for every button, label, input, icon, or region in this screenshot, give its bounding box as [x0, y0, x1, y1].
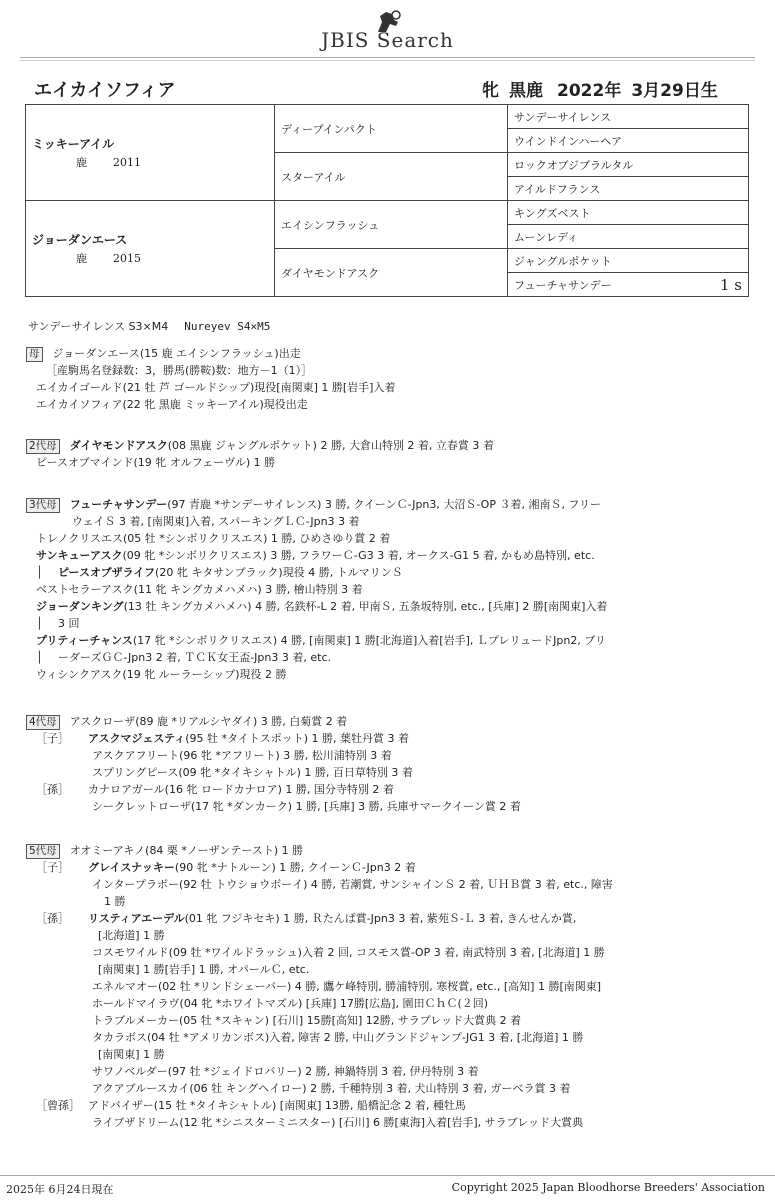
pedigree-gen3[interactable]: ロックオブジブラルタル: [508, 153, 749, 177]
produce-line: ベストセラーアスク(11 牝 キングカメハメハ) 3 勝, 檜山特別 3 着: [36, 583, 363, 596]
pedigree-gen3[interactable]: ムーンレディ: [508, 225, 749, 249]
g5-tag: 5代母: [26, 844, 60, 859]
produce-line: ホールドマイラヴ(04 牝 *ホワイトマズル) [兵庫] 17勝[広島], 園田ＣｈＣ(２回): [92, 997, 489, 1010]
produce-cont: [南関東] 1 勝[岩手] 1 勝, オパールＣ, etc.: [98, 963, 310, 976]
sire-name[interactable]: ミッキーアイル: [32, 137, 115, 151]
pedigree-gen3[interactable]: ジャングルポケット: [508, 249, 749, 273]
tree-bar: │: [36, 617, 43, 630]
produce-rest: (90 牝 *ナトルーン) 1 勝, クイーンＣ-Jpn3 2 着: [174, 861, 416, 874]
produce-cont: ーダーズＧＣ-Jpn3 2 着, ＴＣＫ女王盃-Jpn3 3 着, etc.: [58, 651, 331, 664]
produce-line: トレノクリスエス(05 牡 *シンボリクリスエス) 1 勝, ひめさゆり賞 2 着: [36, 532, 391, 545]
g5-section: [26, 842, 756, 1131]
produce-name[interactable]: アスクマジェスティ: [88, 732, 186, 745]
produce-line: タカラボス(04 牡 *アメリカンボス)入着, 障害 2 勝, 中山グランドジャンプ-JG1 3 着, [北海道] 1 勝: [92, 1031, 584, 1044]
produce-rest: (95 牡 *タイトスポット) 1 勝, 葉牡丹賞 3 着: [185, 732, 409, 745]
g2-section: [26, 437, 756, 471]
relation-label: ［子］: [36, 861, 69, 874]
pedigree-gen3[interactable]: サンデーサイレンス: [508, 105, 749, 129]
produce-name[interactable]: ジョーダンキング: [36, 600, 124, 613]
horse-birth-year: 2022年: [557, 81, 622, 101]
produce-line: ピースオブマインド(19 牝 オルフェーヴル) 1 勝: [36, 456, 276, 469]
pedigree-gen3[interactable]: アイルドフランス: [508, 177, 749, 201]
dam-year: 2015: [113, 252, 141, 265]
g4-line: アスクローザ(89 鹿 *リアルシヤダイ) 3 勝, 白菊賞 2 着: [69, 715, 348, 728]
g2-tag: 2代母: [26, 439, 60, 454]
horse-birth-date: 3月29日生: [631, 81, 718, 101]
produce-line: ライブザドリーム(12 牝 *シニスターミニスター) [石川] 6 勝[東海]入着[岩手], サラブレッド大賞典: [92, 1116, 584, 1129]
logo-text: JBIS Search: [321, 28, 454, 52]
inbreed-mark: 1 s: [719, 276, 742, 294]
footer-divider: [0, 1175, 775, 1176]
tree-bar: │: [36, 566, 43, 579]
footer-copyright: Copyright 2025 Japan Bloodhorse Breeders' Association: [451, 1181, 765, 1194]
produce-line: インタープラボー(92 牡 トウショウボーイ) 4 勝, 若潮賞, サンシャインＳ 2 着, ＵＨＢ賞 3 着, etc., 障害: [92, 878, 613, 891]
produce-line: シークレットローザ(17 牝 *ダンカーク) 1 勝, [兵庫] 3 勝, 兵庫サマークイーン賞 2 着: [92, 800, 521, 813]
produce-line: サワノベルダー(97 牡 *ジェイドロバリー) 2 勝, 神鍋特別 3 着, 伊丹特別 3 着: [92, 1065, 479, 1078]
produce-line: スプリングピース(09 牝 *タイキシャトル) 1 勝, 百日草特別 3 着: [92, 766, 413, 779]
dam-color: 鹿: [76, 252, 87, 265]
produce-line: エイカイゴールド(21 牡 芦 ゴールドシップ)現役[南関東] 1 勝[岩手]入着: [36, 381, 396, 394]
dam-produce-stats: ［産駒馬名登録数：3，勝馬(勝鞍)数：地方－1（1）］: [46, 364, 313, 377]
inbreeding-1: サンデーサイレンス S3×M4: [28, 320, 169, 333]
g3-cont: ウェイＳ 3 着, [南関東]入着, スパーキングＬＣ-Jpn3 3 着: [72, 515, 360, 528]
footer-date: 2025年 6月24日現在: [6, 1183, 114, 1196]
produce-name[interactable]: ピースオブザライフ: [58, 566, 156, 579]
g2-rest: (08 黒鹿 ジャングルポケット) 2 勝, 大倉山特別 2 着, 立春賞 3 着: [167, 439, 494, 452]
produce-rest: (17 牝 *シンボリクリスエス) 4 勝, [南関東] 1 勝[北海道]入着[岩手], ＬプレリュードJpn2, ブリ: [132, 634, 606, 647]
g3-tag: 3代母: [26, 498, 60, 513]
horse-meta: [482, 76, 718, 101]
produce-line: ウィシンクアスク(19 牝 ルーラーシップ)現役 2 勝: [36, 668, 287, 681]
produce-name[interactable]: グレイスナッキー: [88, 861, 175, 874]
produce-line: エイカイソフィア(22 牝 黒鹿 ミッキーアイル)現役出走: [36, 398, 308, 411]
dam-name[interactable]: ジョーダンエース: [32, 233, 128, 247]
produce-cont: [北海道] 1 勝: [98, 929, 165, 942]
produce-line: アクアブルースカイ(06 牡 キングヘイロー) 2 勝, 千種特別 3 着, 犬山特別 3 着, ガーベラ賞 3 着: [92, 1082, 571, 1095]
logo[interactable]: [0, 8, 775, 52]
header-divider-2: [20, 60, 755, 61]
produce-line: コスモワイルド(09 牡 *ワイルドラッシュ)入着 2 回, コスモス賞-OP 3 着, 南武特別 3 着, [北海道] 1 勝: [92, 946, 605, 959]
produce-line: カナロアガール(16 牝 ロードカナロア) 1 勝, 国分寺特別 2 着: [88, 783, 394, 796]
relation-label: ［孫］: [36, 783, 69, 796]
pedigree-gen3[interactable]: フューチャサンデー: [514, 278, 612, 292]
pedigree-table: [25, 104, 749, 297]
produce-cont: [南関東] 1 勝: [98, 1048, 165, 1061]
produce-cont: 1 勝: [104, 895, 126, 908]
produce-line: アドバイザー(15 牡 *タイキシャトル) [南関東] 13勝, 船橋記念 2 着, 種牡馬: [88, 1099, 466, 1112]
g3-name[interactable]: フューチャサンデー: [69, 498, 168, 511]
dam-tag: 母: [26, 347, 43, 362]
pedigree-gen3-last: [508, 273, 749, 297]
produce-name[interactable]: リスティアエーデル: [88, 912, 185, 925]
produce-rest: (09 牝 *シンボリクリスエス) 3 勝, フラワーＣ-G3 3 着, オークス-G1 5 着, かもめ島特別, etc.: [122, 549, 595, 562]
produce-rest: (13 牡 キングカメハメハ) 4 勝, 名鉄杯-L 2 着, 甲南Ｓ, 五条坂特別, etc., [兵庫] 2 勝[南関東]入着: [123, 600, 608, 613]
pedigree-gen3[interactable]: ウインドインハーヘア: [508, 129, 749, 153]
relation-label: ［子］: [36, 732, 69, 745]
g3-rest: (97 青鹿 *サンデーサイレンス) 3 勝, クイーンＣ-Jpn3, 大沼Ｓ-OP ３着, 湘南Ｓ, フリー: [167, 498, 602, 511]
horse-logo-icon: [374, 10, 402, 34]
g2-name[interactable]: ダイヤモンドアスク: [69, 439, 168, 452]
sire-year: 2011: [113, 156, 141, 169]
produce-name[interactable]: サンキューアスク: [36, 549, 123, 562]
inbreeding-info: [28, 318, 270, 334]
pedigree-gen2[interactable]: ディープインパクト: [275, 105, 508, 153]
dam-line: ジョーダンエース(15 鹿 エイシンフラッシュ)出走: [52, 347, 301, 360]
pedigree-gen2[interactable]: スターアイル: [275, 153, 508, 201]
produce-line: エネルマオー(02 牡 *リンドシェーバー) 4 勝, 鷹ケ峰特別, 勝浦特別, 寒桜賞, etc., [高知] 1 勝[南関東]: [92, 980, 602, 993]
pedigree-gen2[interactable]: ダイヤモンドアスク: [275, 249, 508, 297]
produce-cont: 3 回: [58, 617, 80, 630]
sire-cell: [26, 105, 275, 201]
relation-label: ［曾孫］: [36, 1099, 80, 1112]
relation-label: ［孫］: [36, 912, 69, 925]
g3-section: [26, 496, 756, 683]
header-divider: [20, 57, 755, 58]
dam-cell: [26, 201, 275, 297]
g4-tag: 4代母: [26, 715, 60, 730]
produce-name[interactable]: プリティーチャンス: [36, 634, 133, 647]
horse-color: 黒鹿: [509, 81, 543, 101]
dam-section: [26, 345, 756, 413]
pedigree-gen2[interactable]: エイシンフラッシュ: [275, 201, 508, 249]
horse-name: エイカイソフィア: [34, 80, 176, 101]
pedigree-gen3[interactable]: キングズベスト: [508, 201, 749, 225]
g5-line: オオミーアキノ(84 栗 *ノーザンテースト) 1 勝: [69, 844, 304, 857]
tree-bar: │: [36, 651, 43, 664]
g4-section: [26, 713, 756, 815]
inbreeding-2: Nureyev S4×M5: [184, 320, 271, 333]
produce-rest: (01 牝 フジキセキ) 1 勝, Ｒたんぱ賞-Jpn3 3 着, 紫苑Ｓ-Ｌ 3 着, きんせんか賞,: [184, 912, 577, 925]
produce-rest: (20 牝 キタサンブラック)現役 4 勝, トルマリンＳ: [155, 566, 403, 579]
produce-line: アスクアフリート(96 牝 *アフリート) 3 勝, 松川浦特別 3 着: [92, 749, 392, 762]
produce-line: トラブルメーカー(05 牡 *スキャン) [石川] 15勝[高知] 12勝, サラブレッド大賞典 2 着: [92, 1014, 522, 1027]
horse-sex: 牝: [482, 81, 499, 101]
sire-color: 鹿: [76, 156, 87, 169]
